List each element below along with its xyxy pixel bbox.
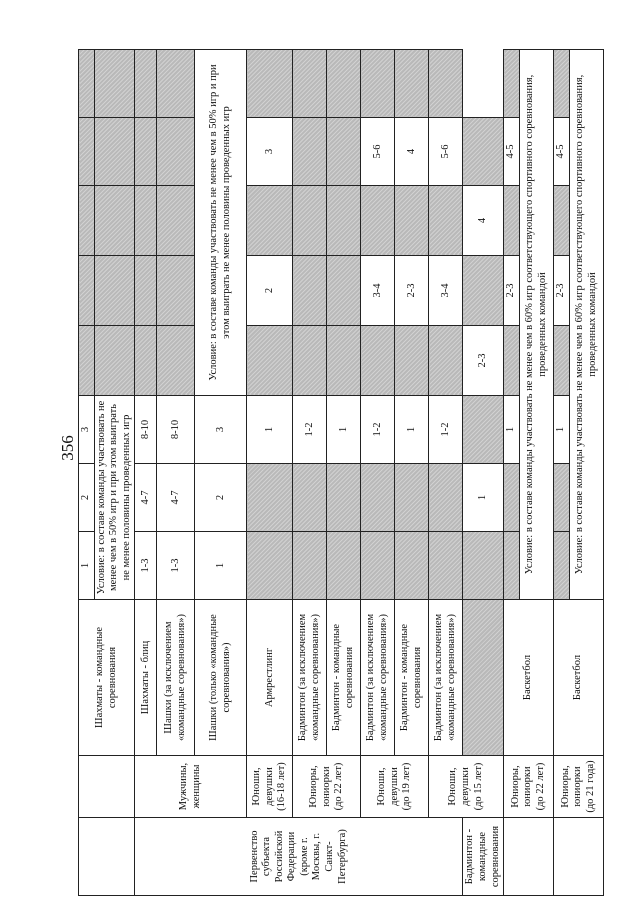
shaded-empty-cell xyxy=(293,256,327,326)
shaded-empty-cell xyxy=(247,50,293,118)
discipline-cell: Баскетбол xyxy=(504,600,554,756)
shaded-empty-cell xyxy=(293,118,327,186)
shaded-empty-cell xyxy=(504,464,520,532)
shaded-empty-cell xyxy=(293,464,327,532)
discipline-cell: Шашки (только «командные соревнования») xyxy=(195,600,247,756)
shaded-empty-cell xyxy=(157,186,195,256)
condition-cell: Условие: в составе команды участвовать не менее чем в 50% игр и при этом выиграть не менее половины проведенных игр xyxy=(94,396,135,600)
shaded-empty-cell xyxy=(79,50,95,118)
value-cell: 4-5 xyxy=(504,118,520,186)
shaded-empty-cell xyxy=(327,256,361,326)
value-cell: 1-3 xyxy=(135,532,157,600)
shaded-empty-cell xyxy=(79,186,95,256)
value-cell: 4 xyxy=(395,118,429,186)
shaded-empty-cell xyxy=(94,186,135,256)
value-cell: 1-2 xyxy=(361,396,395,464)
page-number: 356 xyxy=(58,435,77,461)
shaded-empty-cell xyxy=(395,532,429,600)
shaded-empty-cell xyxy=(94,326,135,396)
value-cell: 2-3 xyxy=(395,256,429,326)
shaded-empty-cell xyxy=(327,50,361,118)
shaded-empty-cell xyxy=(157,118,195,186)
value-cell: 1-3 xyxy=(157,532,195,600)
shaded-empty-cell xyxy=(395,464,429,532)
value-cell: 2-3 xyxy=(463,326,504,396)
shaded-empty-cell xyxy=(429,326,463,396)
value-cell: 1 xyxy=(554,396,570,464)
value-cell: 8-10 xyxy=(157,396,195,464)
shaded-empty-cell xyxy=(429,50,463,118)
table-header-row xyxy=(79,50,95,896)
shaded-empty-cell xyxy=(94,50,135,118)
value-cell: 2-3 xyxy=(554,256,570,326)
age-cell: Юниоры, юниорки (до 21 года) xyxy=(554,756,604,818)
value-cell: 5-6 xyxy=(361,118,395,186)
shaded-empty-cell xyxy=(395,326,429,396)
shaded-empty-cell xyxy=(554,532,570,600)
value-cell: 3 xyxy=(247,118,293,186)
discipline-cell: Бадминтон - командные соревнования xyxy=(327,600,361,756)
shaded-empty-cell xyxy=(79,256,95,326)
condition-cell: Условие: в составе команды участвовать не менее чем в 60% игр соответствующего спортивного соревнования, проведенных командой xyxy=(520,50,554,600)
shaded-empty-cell xyxy=(94,118,135,186)
value-cell: 3 xyxy=(195,396,247,464)
value-cell: 1 xyxy=(195,532,247,600)
shaded-empty-cell xyxy=(554,186,570,256)
value-cell: 1 xyxy=(463,464,504,532)
table-row xyxy=(247,50,293,896)
table-row xyxy=(135,50,157,896)
value-cell: 4 xyxy=(463,186,504,256)
shaded-empty-cell xyxy=(554,326,570,396)
value-cell: 4-7 xyxy=(135,464,157,532)
shaded-empty-cell xyxy=(504,532,520,600)
age-cell: Юниоры, юниорки (до 22 лет) xyxy=(293,756,361,818)
shaded-empty-cell xyxy=(361,50,395,118)
value-cell: 1 xyxy=(247,396,293,464)
shaded-empty-cell xyxy=(247,186,293,256)
age-cell: Юноши, девушки (до 19 лет) xyxy=(361,756,429,818)
shaded-empty-cell xyxy=(247,326,293,396)
age-cell: Юноши, девушки (до 15 лет) xyxy=(429,756,504,818)
shaded-empty-cell xyxy=(361,464,395,532)
shaded-empty-cell xyxy=(157,326,195,396)
discipline-cell: Армрестлинг xyxy=(247,600,293,756)
shaded-empty-cell xyxy=(79,326,95,396)
discipline-cell: Шахматы - командные соревнования xyxy=(79,600,135,756)
shaded-empty-cell xyxy=(135,256,157,326)
shaded-empty-cell xyxy=(135,118,157,186)
empty-cell xyxy=(504,818,554,896)
shaded-empty-cell xyxy=(361,326,395,396)
shaded-empty-cell xyxy=(463,396,504,464)
header-empty-cell xyxy=(79,818,135,896)
value-cell: 4-5 xyxy=(554,118,570,186)
shaded-empty-cell xyxy=(293,326,327,396)
header-cell: 3 xyxy=(79,396,95,464)
discipline-cell: Шахматы - блиц xyxy=(135,600,157,756)
value-cell: 1-2 xyxy=(293,396,327,464)
age-cell: Юниоры, юниорки (до 22 лет) xyxy=(504,756,554,818)
shaded-empty-cell xyxy=(327,186,361,256)
shaded-empty-cell xyxy=(135,50,157,118)
value-cell: 1 xyxy=(504,396,520,464)
sport-classification-table xyxy=(78,49,604,896)
value-cell: 3-4 xyxy=(361,256,395,326)
discipline-cell: Бадминтон - командные соревнования xyxy=(463,818,504,896)
table-row xyxy=(554,50,570,896)
shaded-empty-cell xyxy=(247,532,293,600)
shaded-empty-cell xyxy=(429,186,463,256)
shaded-empty-cell xyxy=(463,256,504,326)
discipline-cell: Бадминтон (за исключением «командные соревнования») xyxy=(293,600,327,756)
value-cell: 1-2 xyxy=(429,396,463,464)
discipline-cell: Шашки (за исключением «командные соревнования») xyxy=(157,600,195,756)
age-cell: Юноши, девушки (16-18 лет) xyxy=(247,756,293,818)
shaded-empty-cell xyxy=(327,464,361,532)
shaded-empty-cell xyxy=(135,186,157,256)
shaded-empty-cell xyxy=(327,326,361,396)
value-cell: 5-6 xyxy=(429,118,463,186)
table-row xyxy=(504,50,520,896)
shaded-empty-cell xyxy=(463,118,504,186)
shaded-empty-cell xyxy=(395,186,429,256)
empty-cell xyxy=(554,818,604,896)
shaded-empty-cell xyxy=(504,326,520,396)
shaded-empty-cell xyxy=(554,50,570,118)
group-cell: Первенство субъекта Российской Федерации (кроме г. Москвы, г. Санкт-Петербурга) xyxy=(135,818,463,896)
shaded-empty-cell xyxy=(361,186,395,256)
value-cell: 1 xyxy=(395,396,429,464)
shaded-empty-cell xyxy=(157,50,195,118)
shaded-empty-cell xyxy=(157,256,195,326)
condition-cell: Условие: в составе команды участвовать не менее чем в 60% игр соответствующего спортивного соревнования, проведенных командой xyxy=(570,50,604,600)
shaded-empty-cell xyxy=(293,50,327,118)
shaded-empty-cell xyxy=(463,600,504,756)
condition-cell: Условие: в составе команды участвовать не менее чем в 50% игр и при этом выиграть не менее половины проведенных игр xyxy=(195,50,247,396)
discipline-cell: Бадминтон (за исключением «командные соревнования») xyxy=(429,600,463,756)
discipline-cell: Бадминтон - командные соревнования xyxy=(395,600,429,756)
shaded-empty-cell xyxy=(429,464,463,532)
shaded-empty-cell xyxy=(293,532,327,600)
shaded-empty-cell xyxy=(327,118,361,186)
value-cell: 1 xyxy=(327,396,361,464)
value-cell: 8-10 xyxy=(135,396,157,464)
shaded-empty-cell xyxy=(463,532,504,600)
value-cell: 2 xyxy=(247,256,293,326)
shaded-empty-cell xyxy=(293,186,327,256)
shaded-empty-cell xyxy=(361,532,395,600)
table-row xyxy=(293,50,327,896)
shaded-empty-cell xyxy=(554,464,570,532)
header-cell: 2 xyxy=(79,464,95,532)
table-row xyxy=(429,50,463,896)
shaded-empty-cell xyxy=(504,186,520,256)
discipline-cell: Бадминтон (за исключением «командные соревнования») xyxy=(361,600,395,756)
shaded-empty-cell xyxy=(327,532,361,600)
value-cell: 4-7 xyxy=(157,464,195,532)
value-cell: 2 xyxy=(195,464,247,532)
value-cell: 3-4 xyxy=(429,256,463,326)
shaded-empty-cell xyxy=(247,464,293,532)
shaded-empty-cell xyxy=(504,50,520,118)
shaded-empty-cell xyxy=(395,50,429,118)
rotated-table-container xyxy=(78,50,598,896)
header-empty-cell xyxy=(79,756,135,818)
age-cell: Мужчины, женщины xyxy=(135,756,247,818)
header-cell: 1 xyxy=(79,532,95,600)
shaded-empty-cell xyxy=(429,532,463,600)
value-cell: 2-3 xyxy=(504,256,520,326)
shaded-empty-cell xyxy=(79,118,95,186)
shaded-empty-cell xyxy=(135,326,157,396)
discipline-cell: Баскетбол xyxy=(554,600,604,756)
shaded-empty-cell xyxy=(94,256,135,326)
table-row xyxy=(361,50,395,896)
